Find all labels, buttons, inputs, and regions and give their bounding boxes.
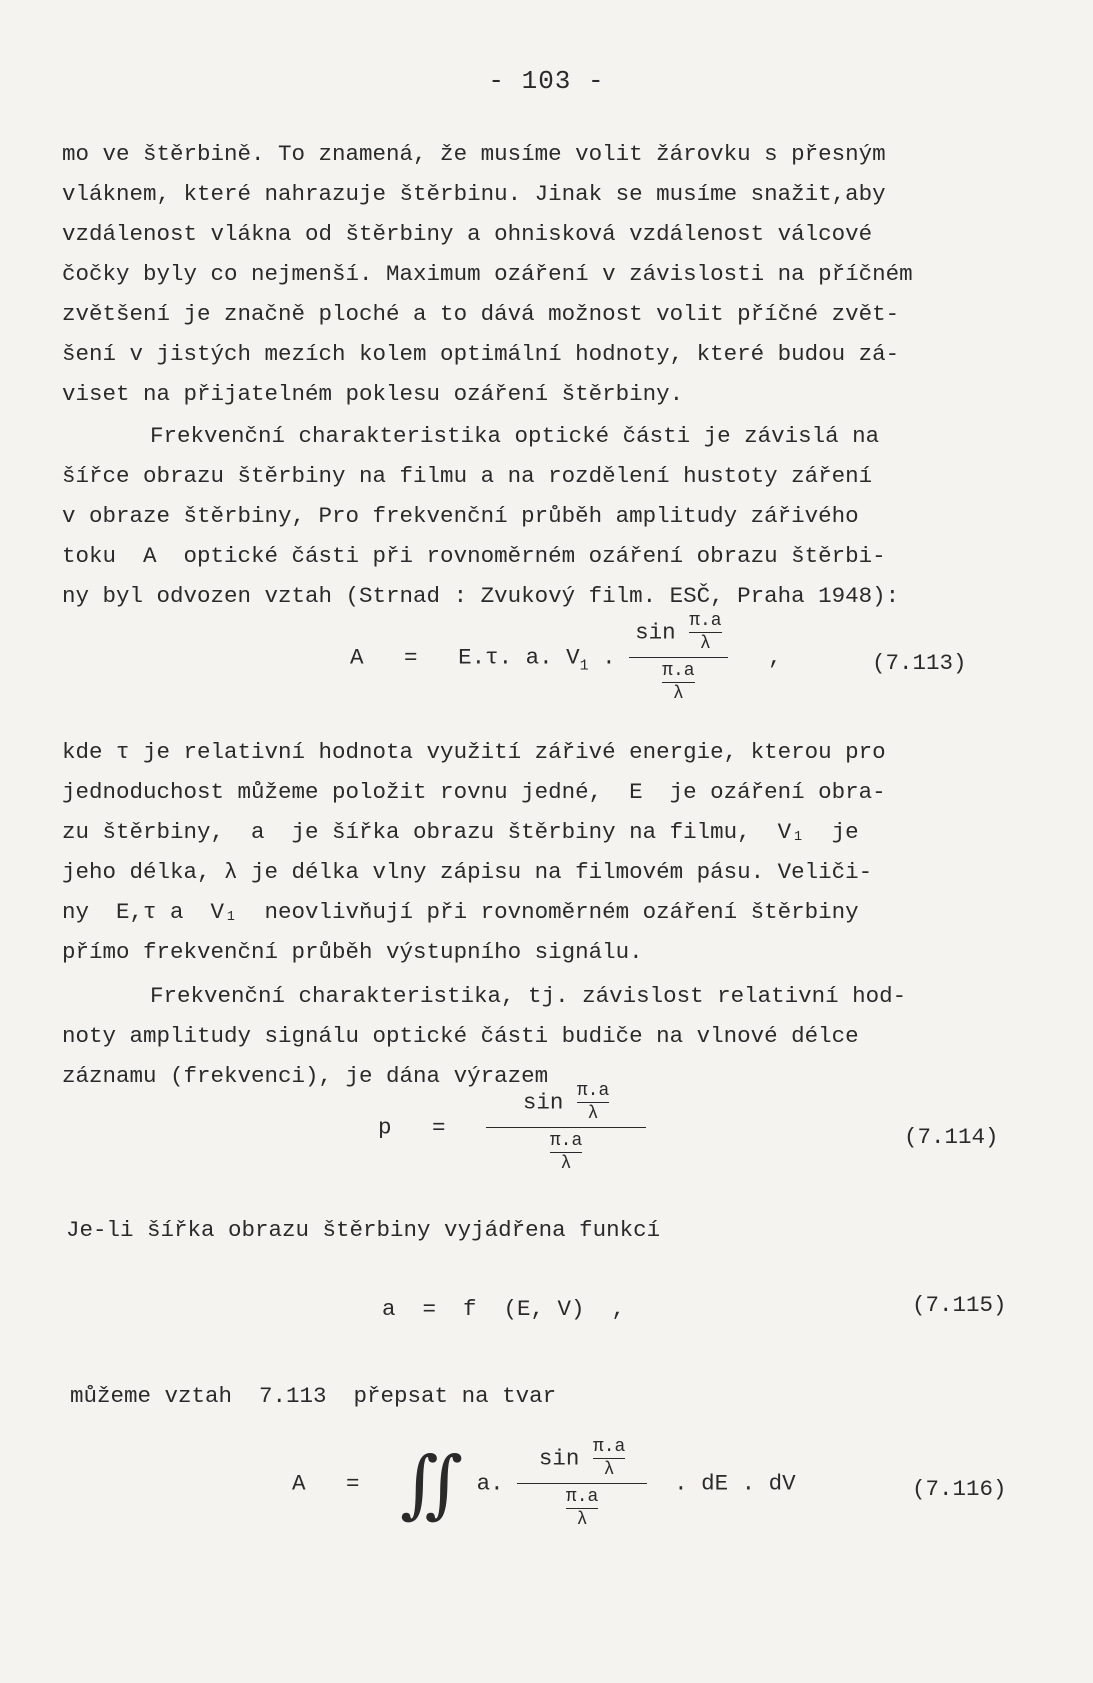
text-line: v obraze štěrbiny, Pro frekvenční průběh amplitudy zářivého: [62, 503, 859, 529]
eq-inner-fraction: [593, 1438, 625, 1479]
text-line: jeho délka, λ je délka vlny zápisu na filmovém pásu. Veliči-: [62, 859, 873, 885]
page-number: - 103 -: [488, 66, 605, 96]
text-line: zvětšení je značně ploché a to dává možnost volit příčné zvět-: [62, 301, 900, 327]
eq-equals: =: [346, 1470, 360, 1497]
eq-numerator: [517, 1082, 615, 1127]
text-line: šení v jistých mezích kolem optimální hodnoty, které budou zá-: [62, 341, 900, 367]
eq-sin: sin: [522, 1089, 564, 1116]
eq-den-den: λ: [576, 1510, 588, 1530]
eq-den-den: λ: [672, 684, 684, 704]
eq-numerator: [533, 1438, 631, 1483]
eq-fraction: [629, 612, 727, 703]
eq-lhs: A: [292, 1470, 306, 1497]
text-line: zu štěrbiny, a je šířka obrazu štěrbiny na filmu, V₁ je: [62, 819, 859, 845]
eq-inner-fraction: [577, 1082, 609, 1123]
double-integral-sign: ∬: [400, 1440, 450, 1527]
eq-equals: =: [404, 644, 418, 671]
eq-inner-num: π.a: [592, 1437, 626, 1457]
text-line: noty amplitudy signálu optické části budiče na vlnové délce: [62, 1023, 859, 1049]
eq-den-den: λ: [560, 1154, 572, 1174]
text-line: viset na přijatelném poklesu ozáření štěrbiny.: [62, 381, 684, 407]
text-line: vláknem, které nahrazuje štěrbinu. Jinak se musíme snažit,aby: [62, 181, 886, 207]
text-line: čočky byly co nejmenší. Maximum ozáření v závislosti na příčném: [62, 261, 913, 287]
text-line: ny byl odvozen vztah (Strnad : Zvukový film. ESČ, Praha 1948):: [62, 583, 900, 609]
text-line: Frekvenční charakteristika, tj. závislost relativní hod-: [150, 983, 907, 1009]
equation-number-7-114: (7.114): [904, 1124, 999, 1150]
eq-fraction: [486, 1082, 646, 1173]
eq-denominator: [544, 1128, 588, 1173]
paragraph-1: [62, 134, 1030, 414]
paragraph-5: [66, 1210, 1034, 1250]
eq-factors: E.τ. a. V: [458, 644, 580, 671]
paragraph-2: [62, 416, 1030, 616]
eq-numerator: [629, 612, 727, 657]
text-line: mo ve štěrbině. To znamená, že musíme volit žárovku s přesným: [62, 141, 886, 167]
text-line: záznamu (frekvenci), je dána výrazem: [62, 1063, 549, 1089]
eq-inner-den: λ: [587, 1104, 599, 1124]
text-line: kde τ je relativní hodnota využití zářivé energie, kterou pro: [62, 739, 886, 765]
paragraph-6: [70, 1376, 1038, 1416]
text-line: vzdálenost vlákna od štěrbiny a ohnisková vzdálenost válcové: [62, 221, 873, 247]
equation-7-116: [292, 1438, 796, 1529]
eq-den-bar: [566, 1508, 598, 1509]
eq-den-bar: [662, 682, 694, 683]
eq-dot: .: [602, 644, 616, 671]
text-line: toku A optické části při rovnoměrném ozáření obrazu štěrbi-: [62, 543, 886, 569]
eq-inner-bar: [593, 1458, 625, 1459]
equation-7-115: a = f (E, V) ,: [382, 1296, 626, 1322]
eq-a: a.: [476, 1470, 504, 1497]
eq-comma: ,: [768, 644, 782, 671]
eq-inner-num: π.a: [689, 611, 722, 631]
eq-den-num: π.a: [662, 661, 695, 681]
text-line: Frekvenční charakteristika optické části je závislá na: [150, 423, 880, 449]
eq-denominator: [656, 658, 700, 703]
eq-lhs: A: [350, 644, 364, 671]
equation-number-7-115: (7.115): [912, 1292, 1007, 1318]
eq-sin: sin: [538, 1445, 580, 1472]
eq-inner-bar: [689, 632, 721, 633]
eq-den-num: π.a: [565, 1487, 599, 1507]
text-line: Je-li šířka obrazu štěrbiny vyjádřena funkcí: [66, 1217, 661, 1243]
eq-sin: sin: [635, 619, 676, 646]
eq-denominator: [560, 1484, 604, 1529]
eq-inner-den: λ: [603, 1460, 615, 1480]
eq-fraction: [517, 1438, 647, 1529]
eq-inner-bar: [577, 1102, 609, 1103]
eq-den-fraction: [550, 1132, 582, 1173]
eq-tail: . dE . dV: [674, 1470, 796, 1497]
eq-den-bar: [550, 1152, 582, 1153]
eq-equals: =: [432, 1114, 446, 1141]
equation-7-113: [350, 612, 782, 703]
eq-lhs: p: [378, 1114, 392, 1141]
equation-number-7-116: (7.116): [912, 1476, 1007, 1502]
text-line: můžeme vztah 7.113 přepsat na tvar: [70, 1383, 557, 1409]
text-line: jednoduchost můžeme položit rovnu jedné, E je ozáření obra-: [62, 779, 886, 805]
text-line: ny E,τ a V₁ neovlivňují při rovnoměrném ozáření štěrbiny: [62, 899, 859, 925]
text-line: šířce obrazu štěrbiny na filmu a na rozdělení hustoty záření: [62, 463, 873, 489]
eq-den-fraction: [662, 662, 694, 703]
eq-subscript: 1: [579, 657, 589, 675]
paragraph-4: [62, 976, 1030, 1096]
paragraph-3: [62, 732, 1030, 972]
equation-7-114: [378, 1082, 646, 1173]
eq-den-num: π.a: [549, 1131, 583, 1151]
eq-inner-fraction: [689, 612, 721, 653]
eq-inner-den: λ: [699, 634, 711, 654]
eq-inner-num: π.a: [576, 1081, 610, 1101]
eq-den-fraction: [566, 1488, 598, 1529]
equation-number-7-113: (7.113): [872, 650, 967, 676]
text-line: přímo frekvenční průběh výstupního signálu.: [62, 939, 643, 965]
